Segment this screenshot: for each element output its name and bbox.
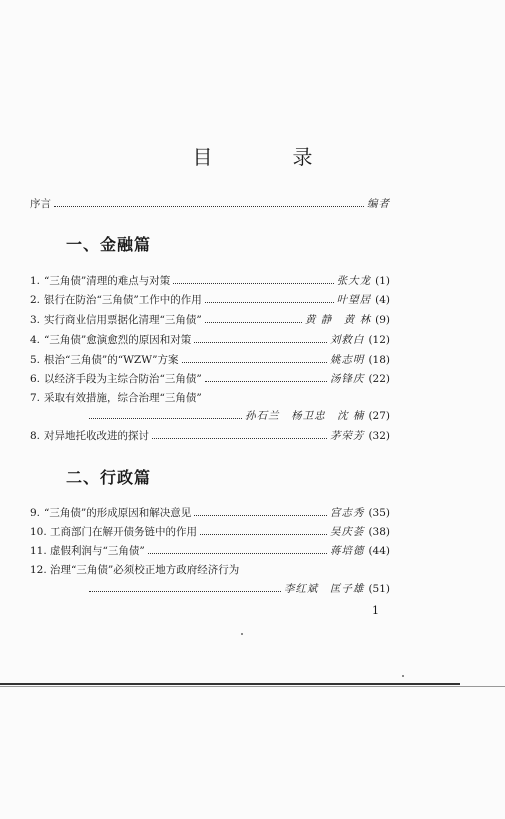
toc-entry-title: “三角债”愈演愈烈的原因和对策 [44, 334, 192, 346]
toc-entry-number: 7. [30, 392, 41, 404]
toc-entry[interactable] [30, 332, 390, 347]
section-heading-finance: 一、金融篇 [66, 235, 152, 254]
leader-dots [205, 321, 302, 323]
toc-entry[interactable] [30, 352, 390, 367]
toc-entry-author: 孙石兰 杨卫忠 沈 楠 [245, 410, 365, 422]
toc-entry-title: 虚假利润与“三角债” [50, 545, 145, 557]
toc-entry-number: 4. [30, 334, 41, 346]
toc-entry-preface[interactable] [30, 196, 390, 211]
leader-dots [89, 417, 242, 419]
toc-entry[interactable] [30, 292, 390, 307]
toc-entry-number: 10. [30, 526, 47, 538]
page-number: 1 [372, 604, 379, 617]
toc-entry-title: 采取有效措施，综合治理“三角债” [44, 392, 202, 404]
toc-entry-author: 编者 [367, 198, 390, 210]
toc-entry-author: 姚志明 [329, 354, 365, 366]
toc-entry[interactable] [30, 505, 390, 520]
toc-entry[interactable] [30, 390, 390, 405]
toc-entry-number: 1. [30, 275, 41, 287]
toc-entry-title: 根治“三角债”的“WZW”方案 [44, 354, 179, 366]
toc-entry-title: 工商部门在解开债务链中的作用 [50, 526, 197, 538]
toc-entry-number: 12. [30, 564, 47, 576]
toc-entry[interactable] [30, 543, 390, 558]
toc-entry-page: (51) [368, 583, 390, 595]
toc-entry[interactable] [30, 312, 390, 327]
leader-dots [205, 380, 327, 382]
leader-dots [54, 205, 364, 207]
toc-entry-number: 2. [30, 294, 41, 306]
page-bottom-rule [0, 683, 460, 685]
toc-entry-page: (12) [368, 334, 390, 346]
toc-entry-title: 银行在防治“三角债”工作中的作用 [44, 294, 202, 306]
toc-entry-title: 序言 [30, 198, 51, 210]
toc-entry-title: “三角债”清理的难点与对策 [44, 275, 171, 287]
section-heading-administration: 二、行政篇 [66, 468, 152, 487]
toc-entry-page: (22) [368, 373, 390, 385]
leader-dots [205, 301, 334, 303]
toc-entry-continuation[interactable] [86, 581, 390, 596]
toc-entry-number: 11. [30, 545, 47, 557]
toc-entry[interactable] [30, 273, 390, 288]
toc-entry-number: 6. [30, 373, 41, 385]
scan-speck [241, 633, 243, 635]
page-bottom-rule-secondary [0, 686, 505, 687]
scan-speck [402, 675, 404, 677]
page-title: 目 录 [192, 145, 343, 169]
toc-entry-number: 5. [30, 354, 41, 366]
toc-entry-title: 实行商业信用票据化清理“三角债” [44, 314, 202, 326]
toc-entry-author: 叶望居 [336, 294, 372, 306]
toc-entry-title: 以经济手段为主综合防治“三角债” [44, 373, 202, 385]
toc-entry-number: 9. [30, 507, 41, 519]
leader-dots [200, 533, 327, 535]
toc-entry-title: “三角债”的形成原因和解决意见 [44, 507, 192, 519]
toc-entry[interactable] [30, 371, 390, 386]
toc-entry-page: (35) [368, 507, 390, 519]
toc-entry[interactable] [30, 524, 390, 539]
leader-dots [173, 282, 333, 284]
leader-dots [194, 514, 327, 516]
toc-entry-page: (4) [375, 294, 390, 306]
toc-entry-continuation[interactable] [86, 408, 390, 423]
leader-dots [194, 341, 327, 343]
toc-entry-author: 刘救白 [329, 334, 365, 346]
toc-entry-author: 吴庆荟 [329, 526, 365, 538]
toc-entry-page: (44) [368, 545, 390, 557]
toc-entry-author: 宫志秀 [329, 507, 365, 519]
toc-entry-page: (9) [375, 314, 390, 326]
toc-entry-page: (27) [368, 410, 390, 422]
toc-entry-author: 李红斌 匡子雄 [283, 583, 365, 595]
toc-entry-author: 张大龙 [336, 275, 372, 287]
toc-entry-author: 汤锋庆 [329, 373, 365, 385]
toc-entry[interactable] [30, 562, 390, 577]
toc-entry-page: (32) [368, 430, 390, 442]
toc-entry-number: 3. [30, 314, 41, 326]
toc-entry-page: (18) [368, 354, 390, 366]
toc-entry-page: (1) [375, 275, 390, 287]
leader-dots [148, 552, 327, 554]
toc-entry-title: 治理“三角债”必须校正地方政府经济行为 [50, 564, 240, 576]
leader-dots [182, 361, 327, 363]
toc-entry-page: (38) [368, 526, 390, 538]
toc-entry-number: 8. [30, 430, 41, 442]
toc-entry-author: 蒋培德 [329, 545, 365, 557]
leader-dots [152, 437, 327, 439]
toc-entry-title: 对异地托收改进的探讨 [44, 430, 149, 442]
toc-entry-author: 黄 静 黄 林 [304, 314, 372, 326]
toc-entry-author: 茅荣芳 [329, 430, 365, 442]
toc-entry[interactable] [30, 428, 390, 443]
leader-dots [89, 590, 281, 592]
